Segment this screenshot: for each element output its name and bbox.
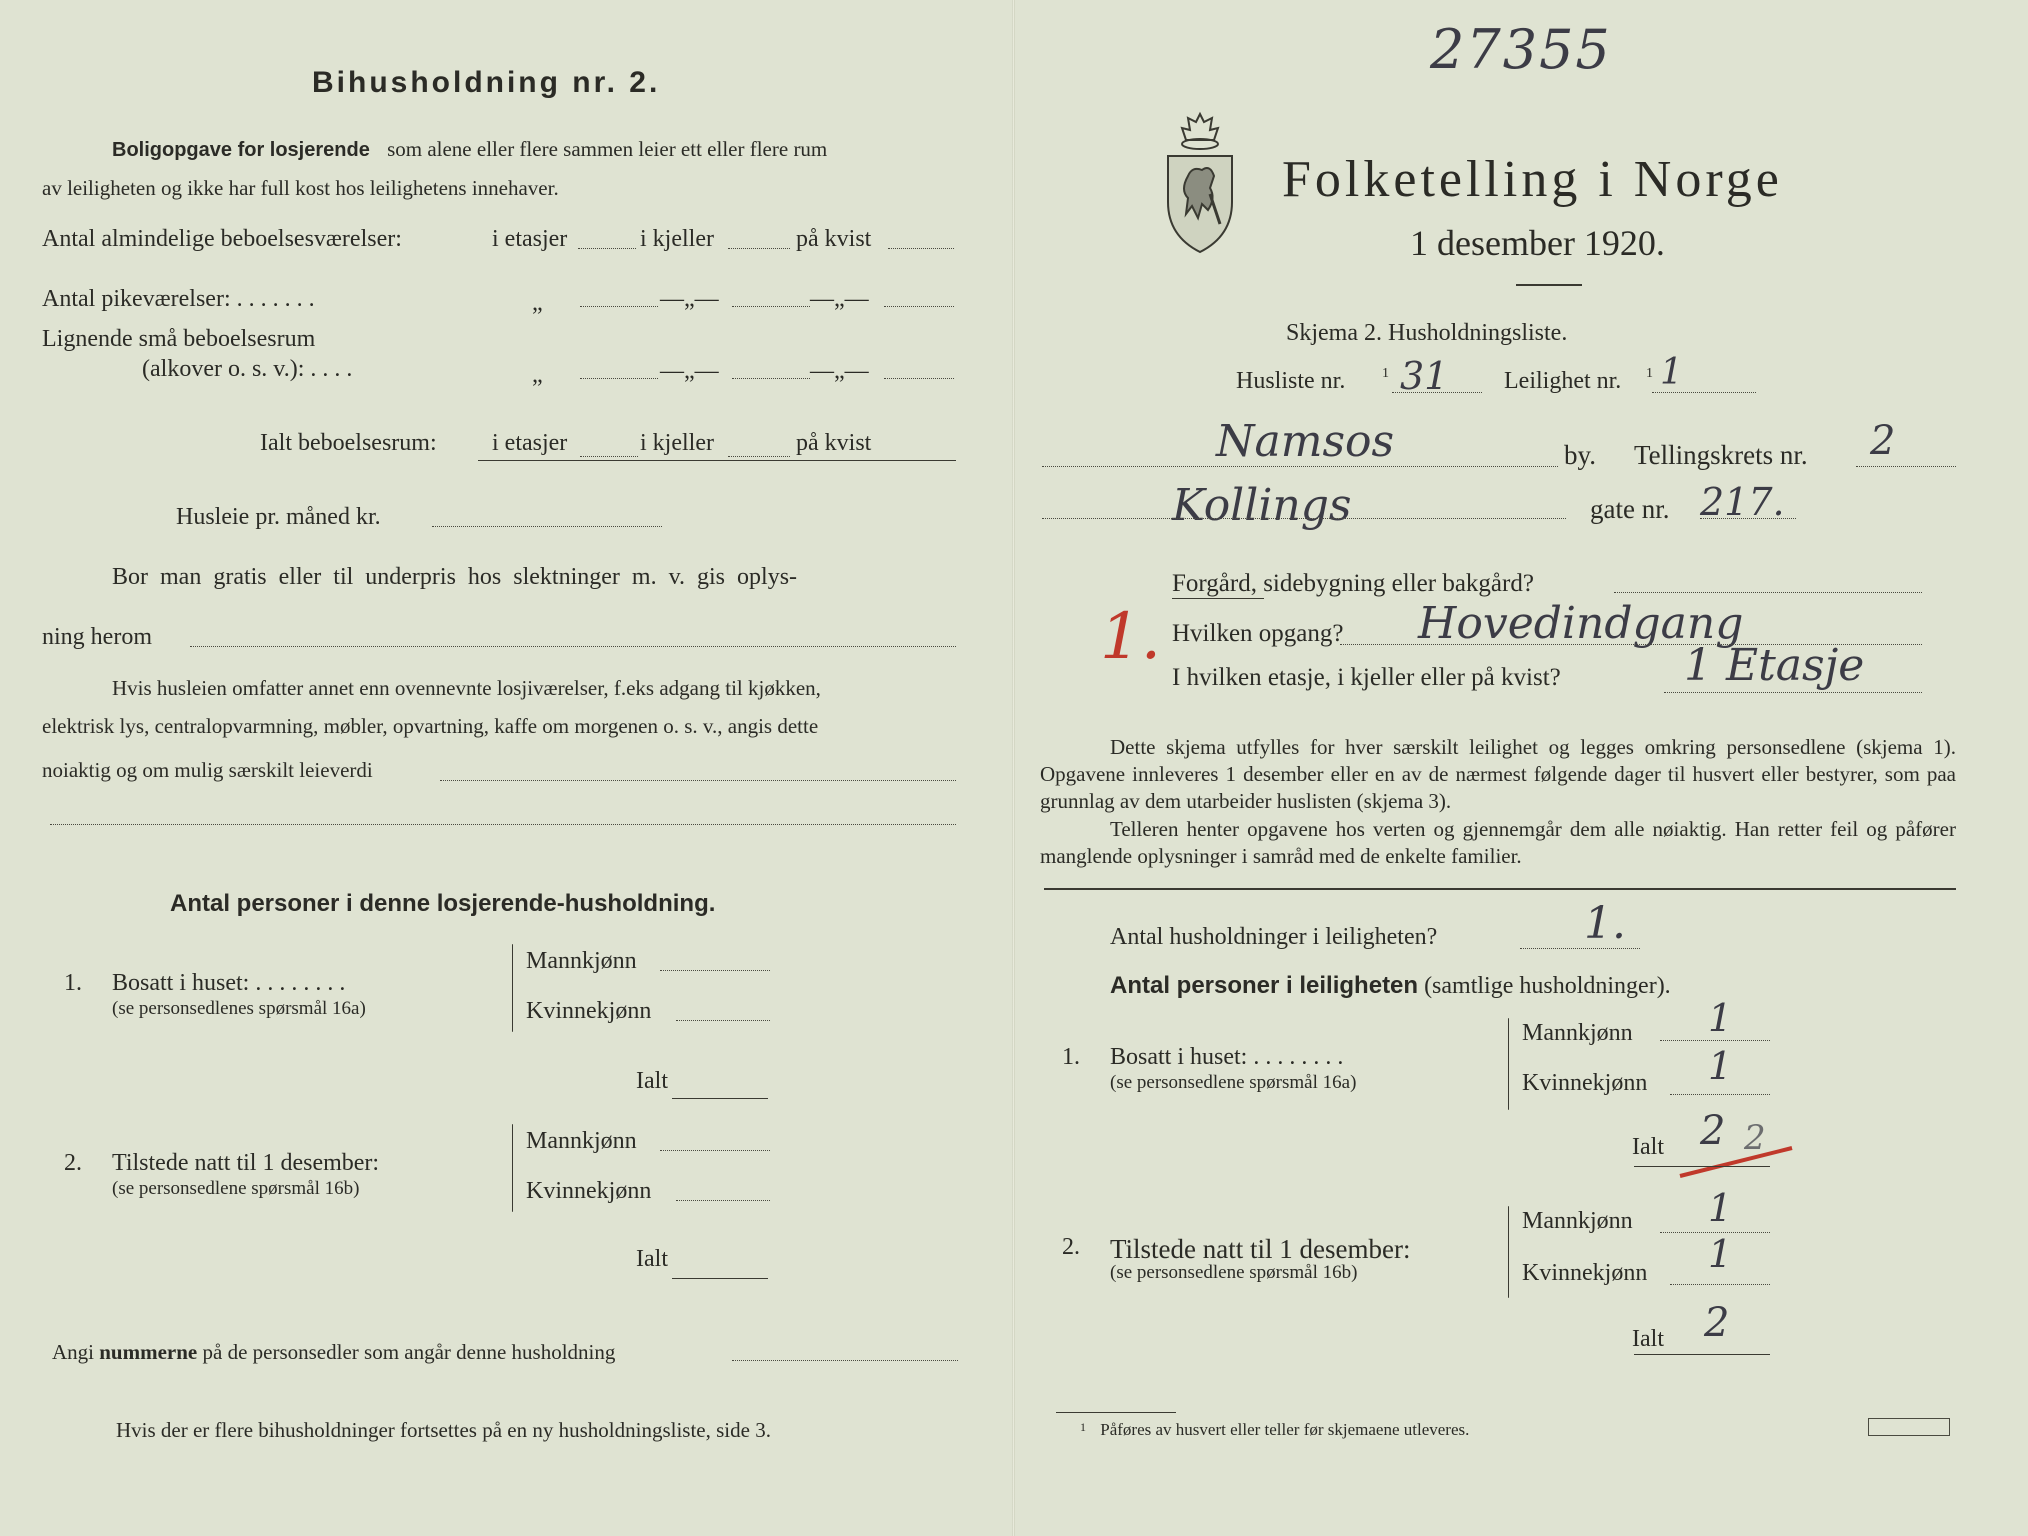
- includes-line2: elektrisk lys, centralopvarmning, møbler, opvartning, kaffe om morgenen o. s. v., angis dette: [42, 714, 819, 738]
- rent-label: Husleie pr. måned kr.: [176, 504, 381, 530]
- left-q1-male-line: [660, 970, 770, 971]
- building-question: Forgård, sidebygning eller bakgård?: [1172, 570, 1534, 597]
- right-q1-female: Kvinnekjønn: [1522, 1070, 1648, 1096]
- right-q2-male: Mannkjønn: [1522, 1208, 1633, 1234]
- floor-value: 1 Etasje: [1684, 640, 1865, 691]
- archive-number: 27355: [1430, 18, 1612, 81]
- left-q1-sub: (se personsedlenes spørsmål 16a): [112, 998, 366, 1019]
- building-line: [1614, 592, 1922, 593]
- rooms-cellar: i kjeller: [640, 226, 714, 252]
- rooms-attic-line: [888, 248, 954, 249]
- left-q1-total-line: [672, 1098, 768, 1099]
- right-q1-male-line: [1660, 1040, 1770, 1041]
- right-q1-label: Bosatt i huset: . . . . . . . .: [1110, 1044, 1344, 1070]
- right-q1-total: Ialt: [1632, 1134, 1664, 1160]
- left-q1-male: Mannkjønn: [526, 948, 637, 974]
- maid-rooms-label: Antal pikeværelser: . . . . . . .: [42, 286, 315, 312]
- left-q2-total: Ialt: [636, 1246, 668, 1272]
- right-q1-total-value: 2: [1700, 1108, 1726, 1154]
- right-q2-female: Kvinnekjønn: [1522, 1260, 1648, 1286]
- maid-line-2: [732, 306, 810, 307]
- schema-label: Skjema 2. Husholdningsliste.: [1286, 320, 1568, 346]
- forgard-underline: [1172, 598, 1264, 599]
- intro-text: som alene eller flere sammen leier ett eller flere rum: [387, 137, 828, 161]
- rooms-label: Antal almindelige beboelsesværelser:: [42, 226, 402, 252]
- street-line: [1042, 518, 1566, 519]
- right-persons-heading: [1110, 972, 1671, 1000]
- small-line-1: [580, 378, 658, 379]
- right-q1-female-value: 1: [1708, 1044, 1733, 1088]
- right-q2-total: Ialt: [1632, 1326, 1664, 1352]
- right-q2-total-line: [1634, 1354, 1770, 1355]
- city-value: Namsos: [1216, 416, 1395, 467]
- info-para2: Telleren henter opgavene hos verten og gjennemgår dem alle nøiaktig. Han retter feil og påfører manglende oplysninger i samråd med de enkelte familier.: [1040, 817, 1956, 868]
- free-line1: Bor man gratis eller til underpris hos slektninger m. v. gis oplys-: [112, 564, 798, 590]
- small-ditto-2: —„—: [660, 358, 719, 384]
- right-persons-heading-rest: (samtlige husholdninger).: [1424, 973, 1671, 999]
- total-attic: på kvist: [796, 430, 872, 456]
- continue-note: Hvis der er flere bihusholdninger fortsettes på en ny husholdningsliste, side 3.: [116, 1418, 771, 1442]
- husliste-value: 31: [1400, 354, 1449, 398]
- small-line-2: [732, 378, 810, 379]
- free-line2: ning herom: [42, 624, 152, 650]
- left-q1-total: Ialt: [636, 1068, 668, 1094]
- krets-line: [1856, 466, 1956, 467]
- left-q1-female: Kvinnekjønn: [526, 998, 652, 1024]
- street-value: Kollings: [1172, 480, 1352, 531]
- left-q1-brace: [512, 944, 513, 1032]
- rooms-attic: på kvist: [796, 226, 872, 252]
- floor-question: I hvilken etasje, i kjeller eller på kvist?: [1172, 664, 1561, 691]
- left-persons-heading: Antal personer i denne losjerende-husholdning.: [170, 890, 716, 917]
- info-para1: Dette skjema utfylles for hver særskilt leilighet og legges omkring personsedlene (skjema 1). Opgavene innleveres 1 desember eller en av de nærmest følgende dager til husvert eller bestyrer, som paa grunnlag av dem utarbeider huslisten (skjema 3).: [1040, 735, 1956, 813]
- printer-stamp: [1868, 1418, 1950, 1436]
- left-q2-female: Kvinnekjønn: [526, 1178, 652, 1204]
- right-date: 1 desember 1920.: [1410, 223, 1665, 263]
- right-q2-female-line: [1670, 1284, 1770, 1285]
- left-q2-num: 2.: [64, 1150, 82, 1176]
- maid-ditto-3: —„—: [810, 286, 869, 312]
- right-q2-label: Tilstede natt til 1 desember:: [1110, 1234, 1411, 1264]
- right-q2-num: 2.: [1062, 1234, 1080, 1260]
- left-intro-line1: [112, 137, 827, 162]
- krets-label: Tellingskrets nr.: [1634, 440, 1808, 470]
- total-floors-line: [580, 456, 638, 457]
- left-q2-male-line: [660, 1150, 770, 1151]
- leilighet-value: 1: [1660, 352, 1683, 393]
- footnote-rule: [1056, 1412, 1176, 1413]
- page-fold: [1012, 0, 1015, 1536]
- left-q1-label: Bosatt i huset: . . . . . . . .: [112, 970, 346, 996]
- includes-line-2: [50, 824, 956, 825]
- rent-line: [432, 526, 662, 527]
- small-line-3: [884, 378, 954, 379]
- right-q1-male: Mannkjønn: [1522, 1020, 1633, 1046]
- info-rule: [1044, 888, 1956, 890]
- small-ditto-3: —„—: [810, 358, 869, 384]
- right-q2-total-value: 2: [1704, 1300, 1730, 1346]
- includes-line3: noiaktig og om mulig særskilt leieverdi: [42, 758, 373, 782]
- right-q1-male-value: 1: [1708, 996, 1733, 1040]
- total-cellar-line: [728, 456, 790, 457]
- husliste-label: Husliste nr.: [1236, 368, 1346, 394]
- rooms-floors-line: [578, 248, 636, 249]
- total-cellar: i kjeller: [640, 430, 714, 456]
- left-q1-num: 1.: [64, 970, 82, 996]
- right-q1-female-line: [1670, 1094, 1770, 1095]
- leilighet-label: Leilighet nr.: [1504, 368, 1622, 394]
- right-q1-total-struck: 2: [1744, 1118, 1766, 1158]
- street-nr-value: 217.: [1700, 480, 1785, 524]
- numbers-pre: Angi: [52, 1340, 94, 1364]
- total-floors: i etasjer: [492, 430, 568, 456]
- households-value: 1.: [1584, 898, 1626, 949]
- numbers-dots: [732, 1360, 958, 1361]
- red-strike-icon: [1676, 1140, 1796, 1180]
- includes-line1: Hvis husleien omfatter annet enn ovennevnte losjiværelser, f.eks adgang til kjøkken,: [112, 676, 821, 700]
- left-q2-female-line: [676, 1200, 770, 1201]
- floor-line: [1664, 692, 1922, 693]
- left-q2-total-line: [672, 1278, 768, 1279]
- left-intro-line2: av leiligheten og ikke har full kost hos leilighetens innehaver.: [42, 176, 559, 200]
- includes-line: [440, 780, 956, 781]
- leilighet-line: [1652, 392, 1756, 393]
- right-q1-brace: [1508, 1018, 1509, 1110]
- left-title: Bihusholdning nr. 2.: [312, 66, 661, 99]
- small-rooms-label-1: Lignende små beboelsesrum: [42, 326, 316, 352]
- maid-ditto-1: „: [532, 290, 543, 316]
- maid-line-1: [580, 306, 658, 307]
- title-rule: [1516, 284, 1582, 286]
- street-nr-line: [1700, 518, 1796, 519]
- right-q1-num: 1.: [1062, 1044, 1080, 1070]
- numbers-line: [52, 1340, 615, 1365]
- right-q2-sub: (se personsedlene spørsmål 16b): [1110, 1262, 1358, 1283]
- small-rooms-label-2: (alkover o. s. v.): . . . .: [142, 356, 353, 382]
- right-q2-brace: [1508, 1206, 1509, 1298]
- city-label: by.: [1564, 440, 1596, 470]
- right-q1-sub: (se personsedlene spørsmål 16a): [1110, 1072, 1357, 1093]
- right-title: Folketelling i Norge: [1282, 151, 1783, 208]
- numbers-bold: nummerne: [99, 1340, 198, 1364]
- entrance-question: Hvilken opgang?: [1172, 620, 1344, 647]
- entrance-value: Hovedindgang: [1418, 598, 1744, 649]
- right-persons-heading-bold: Antal personer i leiligheten: [1110, 972, 1419, 999]
- footnote-text: Påføres av husvert eller teller før skjemaene utleveres.: [1100, 1420, 1470, 1439]
- maid-line-3: [884, 306, 954, 307]
- right-q1-total-line: [1634, 1166, 1770, 1167]
- rooms-floors: i etasjer: [492, 226, 568, 252]
- leilighet-footnote-mark: 1: [1646, 366, 1653, 381]
- husliste-line: [1392, 392, 1482, 393]
- rooms-cellar-line: [728, 248, 790, 249]
- left-q2-brace: [512, 1124, 513, 1212]
- households-line: [1520, 948, 1640, 949]
- margin-mark: 1.: [1100, 600, 1162, 674]
- street-label: gate nr.: [1590, 494, 1670, 524]
- husliste-footnote-mark: 1: [1382, 366, 1389, 381]
- left-q2-male: Mannkjønn: [526, 1128, 637, 1154]
- city-line: [1042, 466, 1558, 467]
- numbers-post: på de personsedler som angår denne husholdning: [202, 1340, 616, 1364]
- free-line: [190, 646, 956, 647]
- right-q2-male-value: 1: [1708, 1186, 1733, 1230]
- intro-bold: Boligopgave for losjerende: [112, 139, 370, 161]
- krets-value: 2: [1870, 418, 1896, 464]
- small-ditto-1: „: [532, 362, 543, 388]
- left-q2-label: Tilstede natt til 1 desember:: [112, 1150, 380, 1176]
- coat-of-arms-icon: [1158, 106, 1242, 256]
- left-q1-female-line: [676, 1020, 770, 1021]
- households-label: Antal husholdninger i leiligheten?: [1110, 924, 1438, 950]
- maid-ditto-2: —„—: [660, 286, 719, 312]
- total-rooms-label: Ialt beboelsesrum:: [260, 430, 437, 456]
- footnote-mark: 1: [1080, 1420, 1086, 1434]
- left-q2-sub: (se personsedlene spørsmål 16b): [112, 1178, 360, 1199]
- total-underline: [478, 460, 956, 461]
- right-q2-female-value: 1: [1708, 1232, 1733, 1276]
- footnote: [1080, 1420, 1469, 1440]
